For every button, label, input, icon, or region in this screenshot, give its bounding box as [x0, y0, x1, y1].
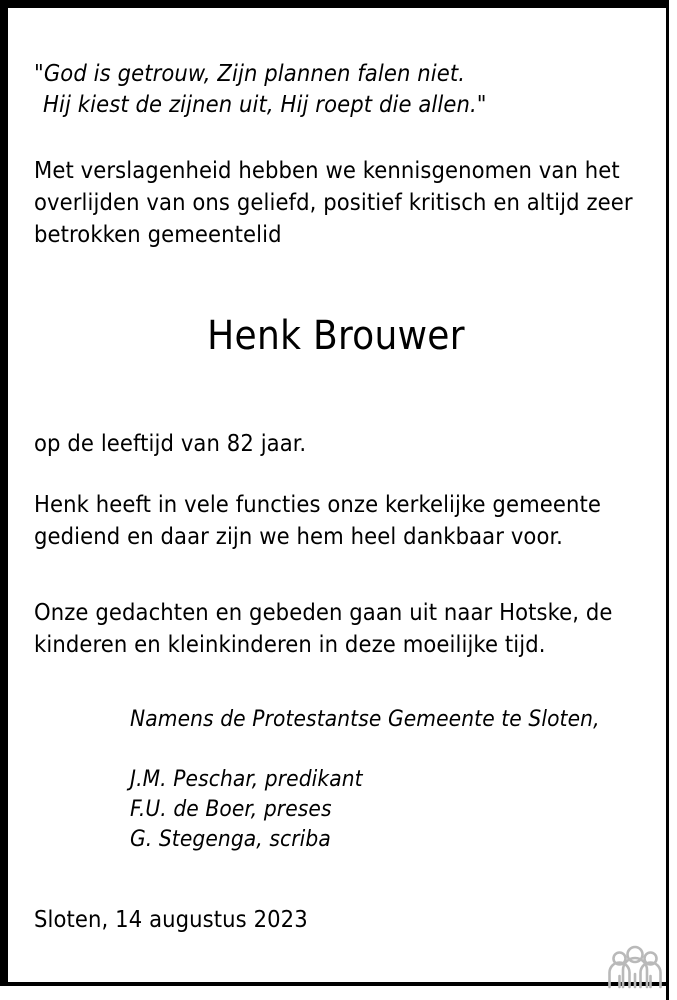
signoff-line: Namens de Protestantse Gemeente te Sloten,	[130, 706, 600, 732]
border-left	[0, 0, 8, 985]
signatory-1: J.M. Peschar, predikant	[130, 766, 363, 792]
place-and-date: Sloten, 14 augustus 2023	[34, 905, 308, 933]
border-right	[666, 0, 669, 1000]
quote-line-2: Hij kiest de zijnen uit, Hij roept die allen."	[43, 90, 487, 119]
group-of-people-icon	[606, 945, 664, 990]
signatory-2: F.U. de Boer, preses	[130, 795, 332, 822]
scripture-quote	[34, 58, 634, 121]
announcement-text: Met verslagenheid hebben we kennisgenomen van het overlijden van ons geliefd, positief kritisch en altijd zeer betrokken gemeentelid	[34, 156, 633, 248]
condolence-text: Onze gedachten en gebeden gaan uit naar Hotske, de kinderen en kleinkinderen in deze moeilijke tijd.	[34, 598, 613, 658]
group-of-people-glyph	[606, 945, 664, 990]
age-text: op de leeftijd van 82 jaar.	[34, 429, 307, 457]
quote-line-1: "God is getrouw, Zijn plannen falen niet.	[34, 59, 466, 87]
signatory-3: G. Stegenga, scriba	[130, 825, 331, 852]
deceased-name: Henk Brouwer	[207, 313, 465, 359]
service-text: Henk heeft in vele functies onze kerkelijke gemeente gediend en daar zijn we hem heel dankbaar voor.	[34, 490, 601, 550]
notice-content	[34, 0, 634, 1000]
signatories-list	[130, 765, 650, 855]
